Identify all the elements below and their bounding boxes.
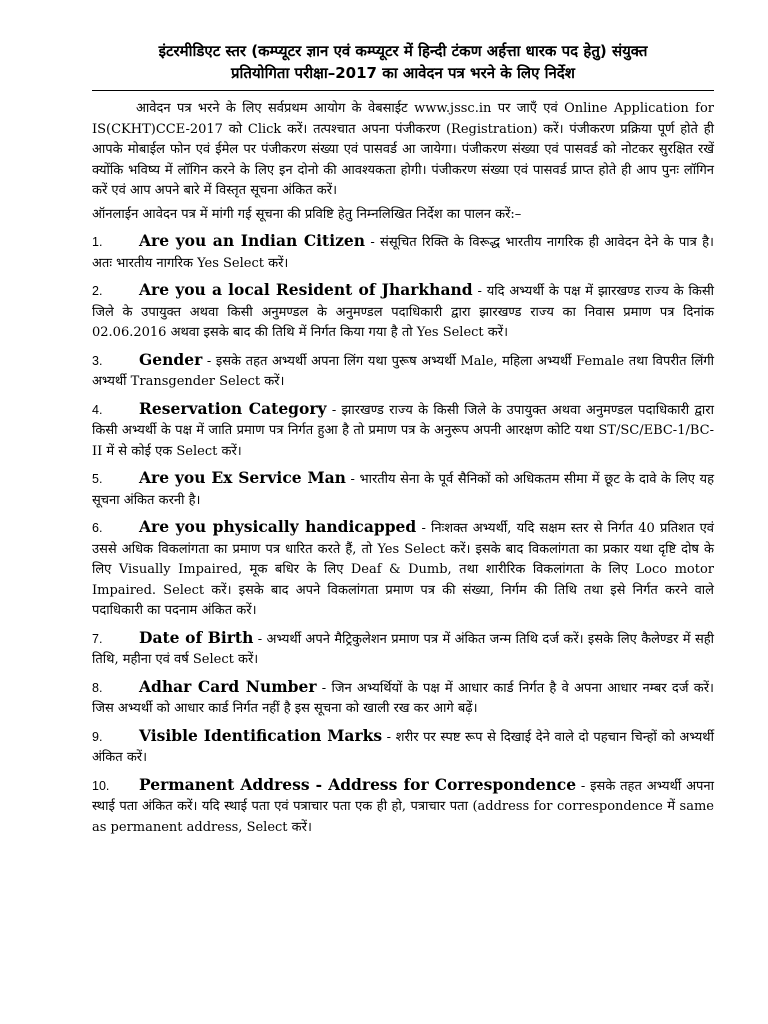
item-number: 5.: [92, 472, 103, 486]
item-text: - शरीर पर स्पष्ट रूप से दिखाई देने वाले दो पहचान चिन्हों को अभ्यर्थी अंकित करें।: [92, 729, 714, 765]
item-number: 8.: [92, 680, 103, 695]
item-number: 6.: [92, 521, 103, 535]
item-text: - यदि अभ्यर्थी के पक्ष में झारखण्ड राज्य के किसी जिले के उपायुक्त अथवा किसी अनुमण्डल के अनुमण्डल पदाधिकारी द्वारा झारखण्ड राज्य का निवास प्रमाण पत्र दिनांक 02.06.2016 अथवा इसके बाद की तिथि में निर्गत किया गया है तो Yes Select करें।: [92, 284, 714, 340]
item-heading: Permanent Address - Address for Correspondence: [139, 774, 577, 794]
item-text: - निःशक्त अभ्यर्थी, यदि सक्षम स्तर से निर्गत 40 प्रतिशत एवं उससे अधिक विकलांगता का प्रमाण पत्र धारित करते हैं, तो Yes Select करें। इसके बाद विकलांगता का प्रकार यथा दृष्टि दोष के लिए Visually Impaired, मूक बधिर के लिए Deaf & Dumb, तथा शारीरिक विकलांगता के लिए Loco motor Impaired. Select करें। इसके बाद अपने विकलांगता प्रमाण पत्र की संख्या, निर्गम की तिथि तथा इसे निर्गत करने वाले पदाधिकारी का पदनाम अंकित करें।: [92, 521, 715, 618]
intro-paragraph: आवेदन पत्र भरने के लिए सर्वप्रथम आयोग के वेबसाईट www.jssc.in पर जाएँ एवं Online Application for IS(CKHT)CCE-2017 को Click करें। तत्पश्चात अपना पंजीकरण (Registration) करें। पंजीकरण प्रक्रिया पूर्ण होते ही आपके मोबाईल फोन एवं ईमेल पर पंजीकरण संख्या एवं पासवर्ड आ जायेगा। पंजीकरण संख्या एवं पासवर्ड को नोटकर सुरक्षित रखें क्योंकि भविष्य में लॉगिन करने के लिए इन दोनो की आवश्यकता होगी। पंजीकरण संख्या एवं पासवर्ड प्राप्त होते ही आप पुनः लॉगिन करें एवं आप अपने बारे में विस्तृत सूचना अंकित करें।: [92, 101, 714, 198]
item-heading: Date of Birth: [139, 627, 254, 647]
item-heading: Gender: [139, 349, 203, 369]
list-item: [92, 517, 714, 622]
item-text: - संसूचित रिक्ति के विरूद्ध भारतीय नागरिक ही आवेदन देने के पात्र है। अतः भारतीय नागरिक Yes Select करें।: [92, 235, 714, 271]
document-title: [92, 40, 714, 84]
title-divider: [92, 90, 714, 91]
item-number: 7.: [92, 631, 103, 646]
item-number: 1.: [92, 235, 103, 249]
instruction-list: [92, 231, 714, 838]
item-text: - इसके तहत अभ्यर्थी अपना लिंग यथा पुरूष अभ्यर्थी Male, महिला अभ्यर्थी Female तथा विपरीत लिंगी अभ्यर्थी Transgender Select करें।: [92, 353, 714, 389]
item-heading: Adhar Card Number: [139, 676, 317, 696]
item-number: 3.: [92, 353, 103, 368]
item-number: 2.: [92, 284, 103, 298]
item-heading: Are you physically handicapped: [139, 517, 417, 536]
item-text: - अभ्यर्थी अपने मैट्रिकुलेशन प्रमाण पत्र में अंकित जन्म तिथि दर्ज करें। इसके लिए कैलेण्डर में सही तिथि, महीना एवं वर्ष Select करें।: [92, 631, 715, 667]
item-text: - भारतीय सेना के पूर्व सैनिकों को अधिकतम सीमा में छूट के दावे के लिए यह सूचना अंकित करनी है।: [92, 472, 714, 508]
list-item: [92, 350, 714, 393]
list-item: [92, 231, 714, 274]
item-heading: Are you an Indian Citizen: [139, 231, 366, 250]
list-item: [92, 628, 714, 671]
item-text: - जिन अभ्यर्थियों के पक्ष में आधार कार्ड निर्गत है वे अपना आधार नम्बर दर्ज करें। जिस अभ्यर्थी को आधार कार्ड निर्गत नहीं है इस सूचना को खाली रख कर आगे बढ़ें।: [92, 680, 714, 716]
item-number: 4.: [92, 402, 103, 417]
item-heading: Are you a local Resident of Jharkhand: [139, 280, 473, 299]
item-number: 9.: [92, 729, 103, 744]
item-heading: Visible Identification Marks: [139, 725, 383, 745]
item-heading: Reservation Category: [139, 398, 327, 418]
list-item: [92, 280, 714, 344]
instruction-note: ऑनलाईन आवेदन पत्र में मांगी गई सूचना की प्रविष्टि हेतु निम्नलिखित निर्देश का पालन करें:–: [92, 206, 522, 222]
list-item: [92, 677, 714, 720]
item-heading: Are you Ex Service Man: [139, 468, 346, 487]
item-number: 10.: [92, 778, 110, 793]
title-line-1: इंटरमीडिएट स्तर (कम्प्यूटर ज्ञान एवं कम्प्यूटर में हिन्दी टंकण अर्हत्ता धारक पद हेतु) संयुक्त: [158, 42, 648, 60]
title-line-2: प्रतियोगिता परीक्षा–2017 का आवेदन पत्र भरने के लिए निर्देश: [231, 64, 575, 82]
list-item: [92, 399, 714, 463]
item-text: - झारखण्ड राज्य के किसी जिले के उपायुक्त अथवा अनुमण्डल पदाधिकारी द्वारा किसी अभ्यर्थी के पक्ष में जाति प्रमाण पत्र निर्गत हुआ है तो प्रमाण पत्र के अनुरूप अपनी आरक्षण कोटि यथा ST/SC/EBC-1/BC-II में से कोई एक Select करें।: [92, 402, 714, 459]
list-item: [92, 726, 714, 769]
item-text: - इसके तहत अभ्यर्थी अपना स्थाई पता अंकित करें। यदि स्थाई पता एवं पत्राचार पता एक ही हो, पत्राचार पता (address for correspondence में same as permanent address, Select करें।: [92, 778, 715, 835]
list-item: [92, 468, 714, 511]
list-item: [92, 775, 714, 839]
